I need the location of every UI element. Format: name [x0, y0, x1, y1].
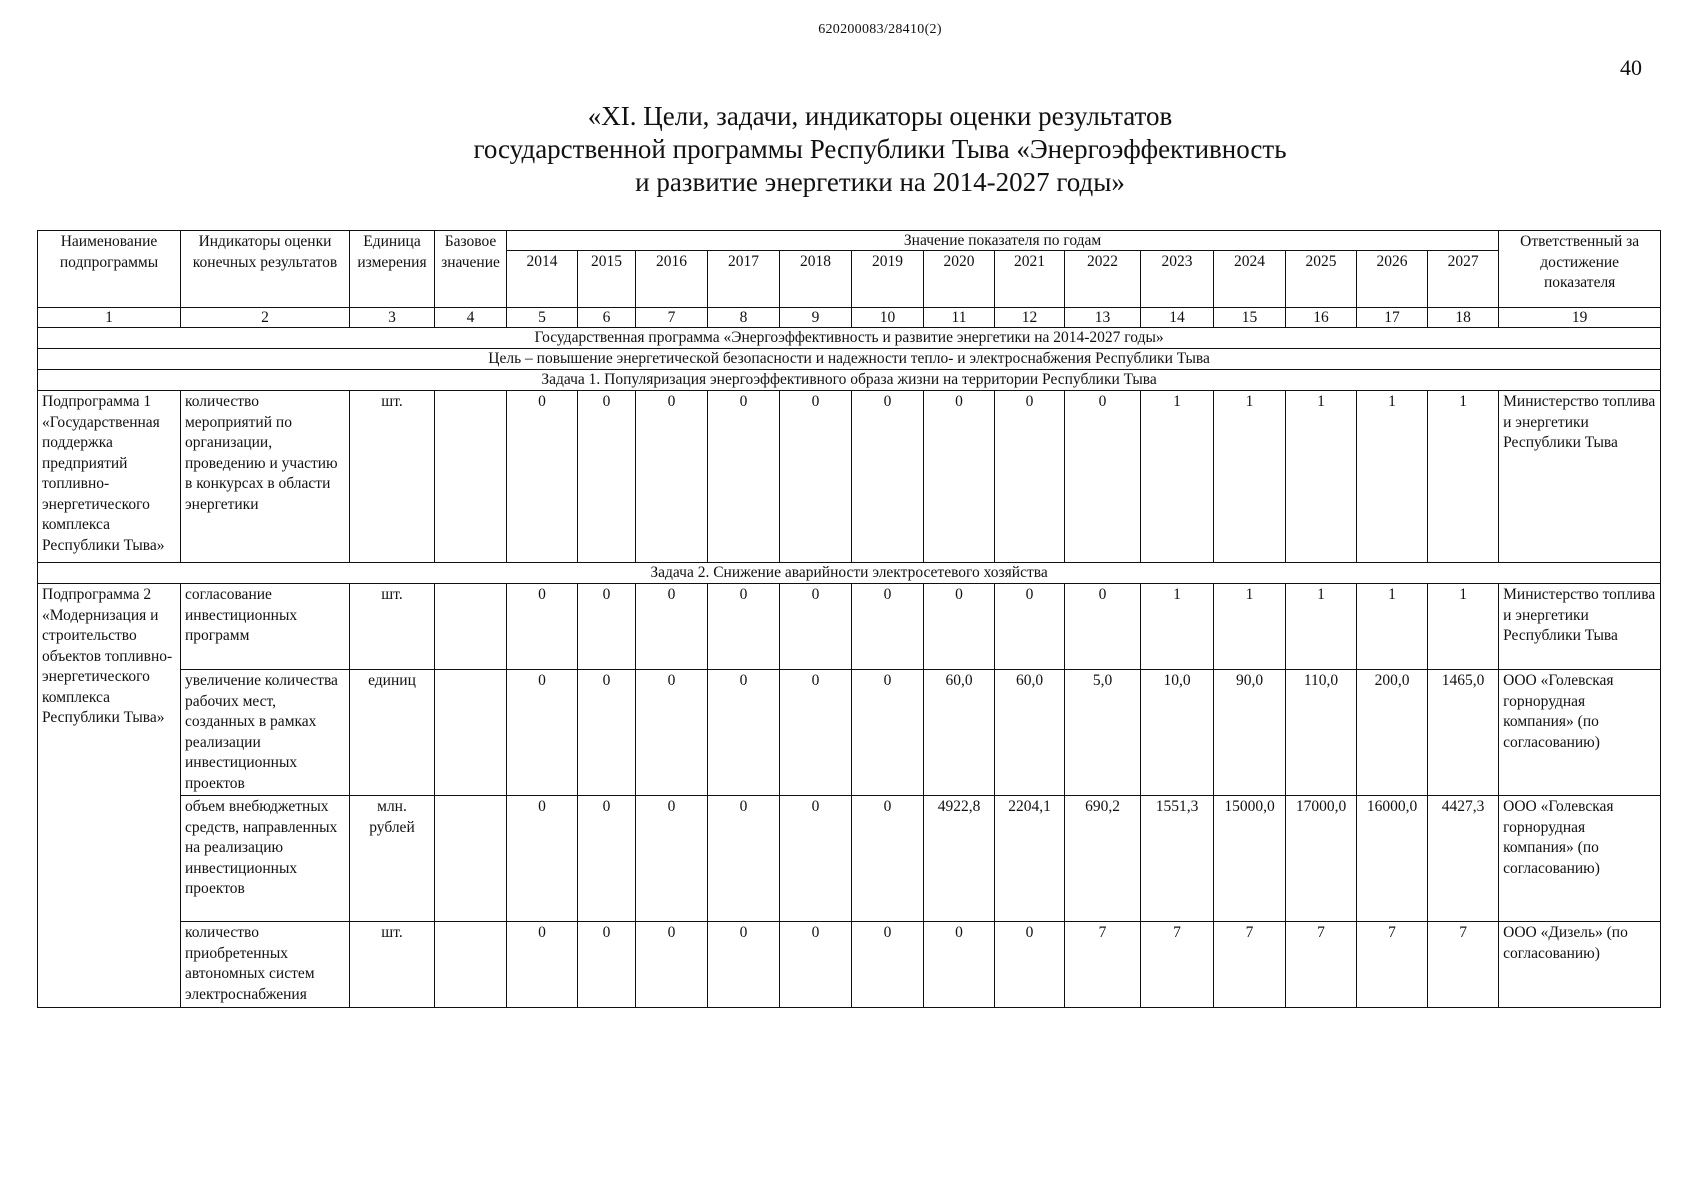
column-number: 16 — [1286, 308, 1357, 328]
column-number: 18 — [1428, 308, 1499, 328]
column-number: 3 — [350, 308, 435, 328]
value-cell: 0 — [578, 670, 636, 796]
value-cell: 0 — [578, 922, 636, 1008]
base-cell — [435, 796, 507, 922]
value-cell: 0 — [1065, 391, 1141, 563]
table-row — [38, 922, 1661, 1008]
value-cell: 0 — [924, 391, 995, 563]
value-cell: 690,2 — [1065, 796, 1141, 922]
value-cell: 60,0 — [924, 670, 995, 796]
value-cell: 0 — [995, 584, 1065, 670]
value-cell: 7 — [1357, 922, 1428, 1008]
value-cell: 0 — [924, 584, 995, 670]
value-cell: 0 — [852, 391, 924, 563]
value-cell: 200,0 — [1357, 670, 1428, 796]
value-cell: 0 — [995, 391, 1065, 563]
header-indicators: Индикаторы оценки конечных результатов — [181, 231, 350, 308]
indicator-name: увеличение количества рабочих мест, созданных в рамках реализации инвестиционных проектов — [181, 670, 350, 796]
subprogram-name: Подпрограмма 1 «Государственная поддержка предприятий топливно- энергетического комплекса Республики Тыва» — [38, 391, 181, 563]
year-header: 2024 — [1214, 251, 1286, 308]
value-cell: 0 — [780, 670, 852, 796]
year-header: 2021 — [995, 251, 1065, 308]
value-cell: 10,0 — [1141, 670, 1214, 796]
year-header: 2015 — [578, 251, 636, 308]
value-cell: 0 — [924, 922, 995, 1008]
value-cell: 0 — [995, 922, 1065, 1008]
header-responsible: Ответственный за достижение показателя — [1499, 231, 1661, 308]
responsible-cell: Министерство топлива и энергетики Республики Тыва — [1499, 584, 1661, 670]
value-cell: 0 — [852, 670, 924, 796]
section-title — [0, 100, 1697, 199]
value-cell: 0 — [507, 796, 578, 922]
year-header: 2016 — [636, 251, 708, 308]
indicators-table — [37, 230, 1661, 1008]
column-number: 9 — [780, 308, 852, 328]
value-cell: 7 — [1428, 922, 1499, 1008]
value-cell: 0 — [636, 922, 708, 1008]
header-subprogram: Наименование подпрограммы — [38, 231, 181, 308]
year-header: 2023 — [1141, 251, 1214, 308]
responsible-cell: ООО «Голевская горнорудная компания» (по согласованию) — [1499, 670, 1661, 796]
value-cell: 0 — [708, 796, 780, 922]
column-number: 15 — [1214, 308, 1286, 328]
table-row — [38, 391, 1661, 563]
goal-text: Цель – повышение энергетической безопасности и надежности тепло- и электроснабжения Республики Тыва — [38, 349, 1661, 370]
column-number: 5 — [507, 308, 578, 328]
value-cell: 1 — [1286, 584, 1357, 670]
year-header: 2026 — [1357, 251, 1428, 308]
year-header: 2025 — [1286, 251, 1357, 308]
column-number: 11 — [924, 308, 995, 328]
value-cell: 60,0 — [995, 670, 1065, 796]
document-code: 620200083/28410(2) — [818, 22, 942, 37]
value-cell: 1 — [1428, 391, 1499, 563]
column-number: 17 — [1357, 308, 1428, 328]
year-header: 2019 — [852, 251, 924, 308]
header-values-by-year: Значение показателя по годам — [507, 231, 1499, 251]
column-number: 7 — [636, 308, 708, 328]
column-number: 19 — [1499, 308, 1661, 328]
column-number: 8 — [708, 308, 780, 328]
value-cell: 0 — [780, 584, 852, 670]
value-cell: 0 — [852, 584, 924, 670]
task-row — [38, 563, 1661, 584]
year-header: 2027 — [1428, 251, 1499, 308]
column-number: 2 — [181, 308, 350, 328]
year-header: 2022 — [1065, 251, 1141, 308]
column-number: 13 — [1065, 308, 1141, 328]
value-cell: 1 — [1428, 584, 1499, 670]
page-number: 40 — [1620, 55, 1642, 80]
unit-cell: млн. рублей — [350, 796, 435, 922]
value-cell: 16000,0 — [1357, 796, 1428, 922]
task-1-text: Задача 1. Популяризация энергоэффективного образа жизни на территории Республики Тыва — [38, 370, 1661, 391]
value-cell: 0 — [780, 922, 852, 1008]
column-number: 6 — [578, 308, 636, 328]
header-base: Базовое значение — [435, 231, 507, 308]
value-cell: 1 — [1214, 391, 1286, 563]
unit-cell: единиц — [350, 670, 435, 796]
value-cell: 0 — [852, 922, 924, 1008]
table-row — [38, 796, 1661, 922]
value-cell: 0 — [636, 796, 708, 922]
value-cell: 15000,0 — [1214, 796, 1286, 922]
unit-cell: шт. — [350, 391, 435, 563]
value-cell: 110,0 — [1286, 670, 1357, 796]
column-number: 10 — [852, 308, 924, 328]
value-cell: 1 — [1214, 584, 1286, 670]
value-cell: 0 — [780, 391, 852, 563]
program-row — [38, 328, 1661, 349]
base-cell — [435, 391, 507, 563]
value-cell: 0 — [708, 670, 780, 796]
value-cell: 0 — [780, 796, 852, 922]
value-cell: 7 — [1214, 922, 1286, 1008]
value-cell: 1 — [1357, 584, 1428, 670]
base-cell — [435, 584, 507, 670]
task-2-text: Задача 2. Снижение аварийности электросетевого хозяйства — [38, 563, 1661, 584]
column-number: 12 — [995, 308, 1065, 328]
indicator-name: согласование инвестиционных программ — [181, 584, 350, 670]
indicator-name: количество приобретенных автономных систем электроснабжения — [181, 922, 350, 1008]
base-cell — [435, 922, 507, 1008]
value-cell: 0 — [578, 584, 636, 670]
year-header: 2017 — [708, 251, 780, 308]
value-cell: 0 — [507, 670, 578, 796]
value-cell: 0 — [578, 796, 636, 922]
value-cell: 4427,3 — [1428, 796, 1499, 922]
title-line: и развитие энергетики на 2014-2027 годы» — [635, 167, 1125, 197]
responsible-cell: ООО «Голевская горнорудная компания» (по согласованию) — [1499, 796, 1661, 922]
value-cell: 0 — [1065, 584, 1141, 670]
program-title: Государственная программа «Энергоэффективность и развитие энергетики на 2014-2027 годы» — [38, 328, 1661, 349]
column-number: 1 — [38, 308, 181, 328]
column-number: 14 — [1141, 308, 1214, 328]
goal-row — [38, 349, 1661, 370]
value-cell: 0 — [636, 391, 708, 563]
header-unit: Единица измерения — [350, 231, 435, 308]
column-number: 4 — [435, 308, 507, 328]
value-cell: 0 — [636, 584, 708, 670]
value-cell: 0 — [636, 670, 708, 796]
value-cell: 1 — [1141, 584, 1214, 670]
value-cell: 0 — [708, 922, 780, 1008]
value-cell: 0 — [507, 922, 578, 1008]
value-cell: 1465,0 — [1428, 670, 1499, 796]
column-number-row — [38, 308, 1661, 328]
value-cell: 7 — [1065, 922, 1141, 1008]
value-cell: 90,0 — [1214, 670, 1286, 796]
indicator-name: количество мероприятий по организации, проведению и участию в конкурсах в области энергетики — [181, 391, 350, 563]
table-row — [38, 670, 1661, 796]
value-cell: 7 — [1286, 922, 1357, 1008]
value-cell: 2204,1 — [995, 796, 1065, 922]
value-cell: 5,0 — [1065, 670, 1141, 796]
value-cell: 1 — [1141, 391, 1214, 563]
unit-cell: шт. — [350, 922, 435, 1008]
base-cell — [435, 670, 507, 796]
value-cell: 1551,3 — [1141, 796, 1214, 922]
unit-cell: шт. — [350, 584, 435, 670]
table-row — [38, 584, 1661, 670]
value-cell: 0 — [708, 391, 780, 563]
value-cell: 7 — [1141, 922, 1214, 1008]
value-cell: 0 — [578, 391, 636, 563]
value-cell: 0 — [708, 584, 780, 670]
header-row — [38, 231, 1661, 251]
responsible-cell: ООО «Дизель» (по согласованию) — [1499, 922, 1661, 1008]
year-header: 2020 — [924, 251, 995, 308]
value-cell: 1 — [1357, 391, 1428, 563]
indicator-name: объем внебюджетных средств, направленных на реализацию инвестиционных проектов — [181, 796, 350, 922]
value-cell: 0 — [507, 391, 578, 563]
task-row — [38, 370, 1661, 391]
subprogram-name: Подпрограмма 2 «Модернизация и строительство объектов топливно-энергетического комплекса Республики Тыва» — [38, 584, 181, 1008]
year-header: 2018 — [780, 251, 852, 308]
value-cell: 1 — [1286, 391, 1357, 563]
value-cell: 0 — [507, 584, 578, 670]
year-header: 2014 — [507, 251, 578, 308]
title-line: государственной программы Республики Тыва «Энергоэффективность — [473, 134, 1287, 164]
value-cell: 4922,8 — [924, 796, 995, 922]
value-cell: 17000,0 — [1286, 796, 1357, 922]
responsible-cell: Министерство топлива и энергетики Республики Тыва — [1499, 391, 1661, 563]
value-cell: 0 — [852, 796, 924, 922]
title-line: «XI. Цели, задачи, индикаторы оценки результатов — [587, 101, 1173, 131]
